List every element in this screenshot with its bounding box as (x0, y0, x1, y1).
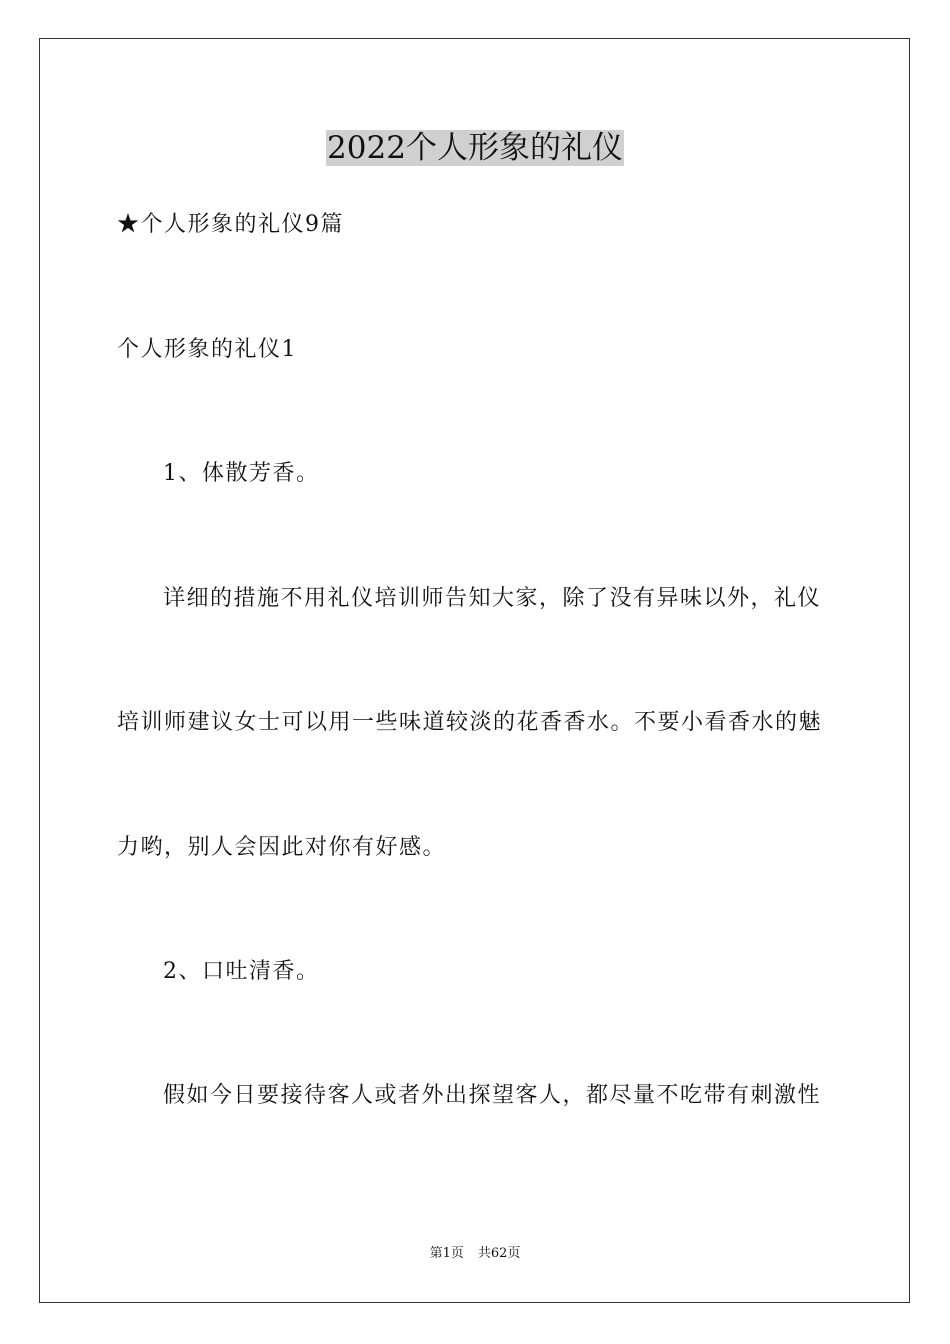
page-number: 第1页 (429, 1246, 464, 1261)
document-title-text: 2022个人形象的礼仪 (327, 130, 623, 166)
document-title (0, 126, 950, 170)
paragraph-line-5: 2、口吐清香。 (163, 959, 320, 984)
paragraph-line-4: 力哟，别人会因此对你有好感。 (117, 835, 447, 860)
page-footer (0, 1245, 950, 1263)
paragraph-line-2: 详细的措施不用礼仪培训师告知大家，除了没有异味以外，礼仪 (163, 586, 822, 611)
paragraph-line-3: 培训师建议女士可以用一些味道较淡的花香香水。不要小看香水的魅 (117, 710, 823, 735)
paragraph-line-1: 1、体散芳香。 (163, 461, 320, 486)
section-heading: 个人形象的礼仪1 (117, 337, 297, 362)
document-subtitle: ★个人形象的礼仪9篇 (117, 212, 344, 237)
page-total: 共62页 (477, 1246, 521, 1261)
paragraph-line-6: 假如今日要接待客人或者外出探望客人，都尽量不吃带有刺激性 (163, 1083, 822, 1108)
